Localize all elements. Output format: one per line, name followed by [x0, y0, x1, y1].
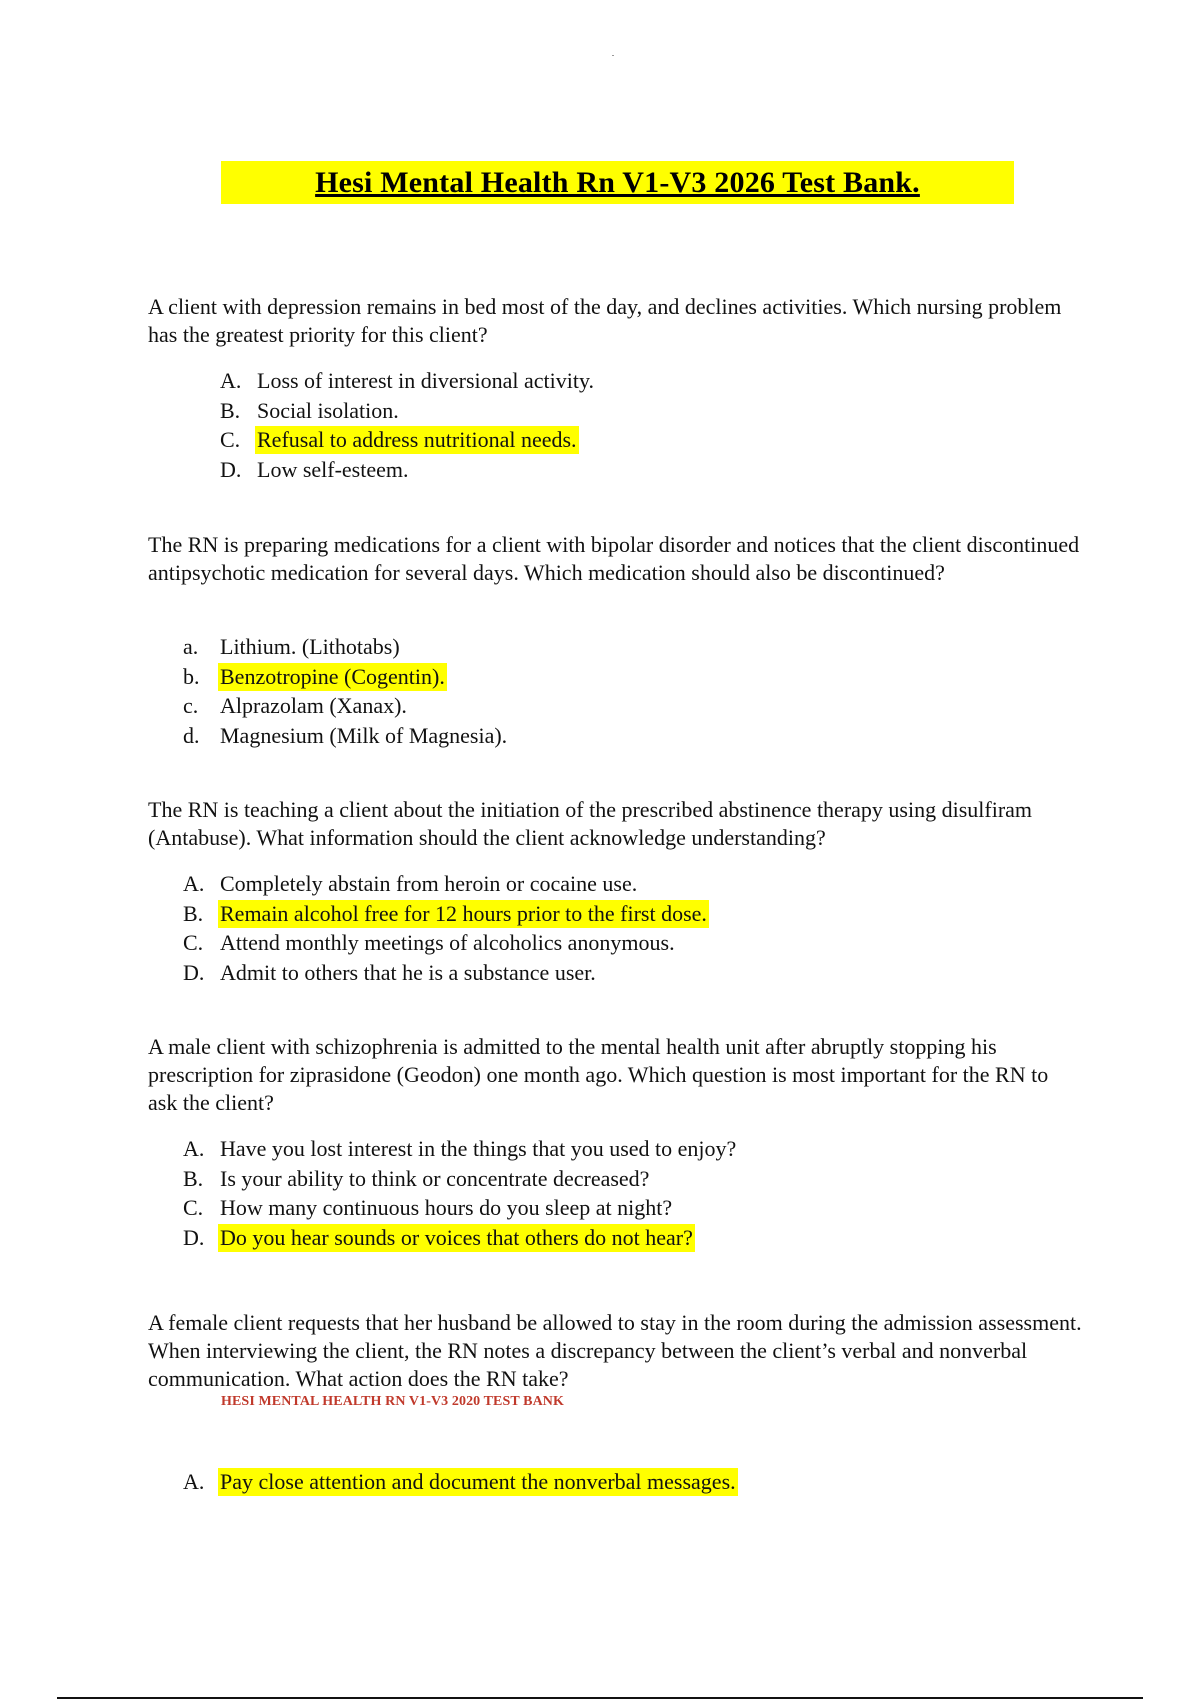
option-letter: c.: [183, 693, 199, 718]
option-item: [183, 959, 709, 989]
question-4-text: A male client with schizophrenia is admitted to the mental health unit after abruptly stopping his prescription for ziprasidone (Geodon) one month ago. Which question is most important for the RN to ask the client?: [148, 1034, 1049, 1115]
option-text-highlighted: Remain alcohol free for 12 hours prior to the first dose.: [220, 900, 707, 926]
option-letter: C.: [183, 1195, 204, 1220]
option-text: Completely abstain from heroin or cocaine use.: [220, 871, 638, 896]
scan-speck: [612, 55, 614, 56]
option-letter: D.: [220, 456, 242, 482]
option-letter: A.: [183, 1469, 205, 1494]
option-item: [220, 367, 594, 397]
option-text-highlighted: Do you hear sounds or voices that others do not hear?: [220, 1224, 693, 1250]
option-letter: C.: [183, 930, 204, 955]
option-text: Lithium. (Lithotabs): [220, 634, 400, 659]
option-text: Is your ability to think or concentrate decreased?: [220, 1165, 650, 1191]
option-text: How many continuous hours do you sleep at night?: [220, 1195, 673, 1220]
question-1-options: [220, 367, 594, 485]
option-letter: a.: [183, 634, 199, 659]
option-text: Attend monthly meetings of alcoholics anonymous.: [220, 930, 675, 955]
question-3-options: [183, 870, 709, 988]
question-1-text: A client with depression remains in bed most of the day, and declines activities. Which nursing problem has the greatest priority for this client?: [148, 294, 1062, 347]
option-item: [183, 870, 709, 900]
option-text: Social isolation.: [257, 397, 399, 423]
title-highlight: [221, 161, 1014, 204]
option-item: [220, 456, 594, 486]
option-letter: B.: [183, 1165, 204, 1191]
option-item: [183, 900, 709, 930]
option-letter: A.: [183, 1136, 205, 1161]
question-4-options: [183, 1135, 736, 1253]
question-3-text: The RN is teaching a client about the initiation of the prescribed abstinence therapy using disulfiram (Antabuse). What information should the client acknowledge understanding?: [148, 797, 1033, 850]
option-text: Admit to others that he is a substance user.: [220, 959, 596, 985]
option-text-highlighted: Refusal to address nutritional needs.: [257, 427, 577, 452]
question-2-options: [183, 633, 507, 751]
option-text-highlighted: Benzotropine (Cogentin).: [220, 663, 445, 689]
option-letter: B.: [220, 397, 241, 423]
option-text: Low self-esteem.: [257, 456, 409, 482]
option-item: [183, 692, 507, 722]
option-text: Magnesium (Milk of Magnesia).: [220, 722, 508, 748]
option-item: [220, 397, 594, 427]
question-2-text: The RN is preparing medications for a client with bipolar disorder and notices that the client discontinued antipsychotic medication for several days. Which medication should also be discontinued?: [148, 532, 1080, 585]
option-item: [183, 1224, 736, 1254]
option-text-highlighted: Pay close attention and document the nonverbal messages.: [220, 1469, 736, 1494]
option-letter: d.: [183, 722, 200, 748]
option-text: Loss of interest in diversional activity.: [257, 368, 595, 393]
option-letter: B.: [183, 900, 204, 926]
bottom-divider: [57, 1697, 1143, 1699]
option-item: [183, 663, 507, 693]
option-letter: A.: [183, 871, 205, 896]
question-5-options: [183, 1468, 738, 1498]
red-stamp-text: HESI MENTAL HEALTH RN V1-V3 2020 TEST BANK: [221, 1394, 565, 1409]
option-item: [183, 1468, 738, 1498]
option-letter: C.: [220, 427, 241, 452]
option-item: [183, 1165, 736, 1195]
option-text: Alprazolam (Xanax).: [220, 693, 407, 718]
option-text: Have you lost interest in the things that you used to enjoy?: [220, 1136, 737, 1161]
option-item: [183, 1135, 736, 1165]
option-letter: A.: [220, 368, 242, 393]
option-letter: b.: [183, 663, 200, 689]
option-item: [183, 722, 507, 752]
document-title: Hesi Mental Health Rn V1-V3 2026 Test Bank.: [315, 165, 920, 199]
option-item: [220, 426, 594, 456]
question-5-text: A female client requests that her husband be allowed to stay in the room during the admission assessment. When interviewing the client, the RN notes a discrepancy between the client’s verbal and nonverbal communication. What action does the RN take?: [148, 1310, 1082, 1391]
option-item: [183, 1194, 736, 1224]
option-letter: D.: [183, 1224, 205, 1250]
option-item: [183, 633, 507, 663]
option-item: [183, 929, 709, 959]
option-letter: D.: [183, 959, 205, 985]
